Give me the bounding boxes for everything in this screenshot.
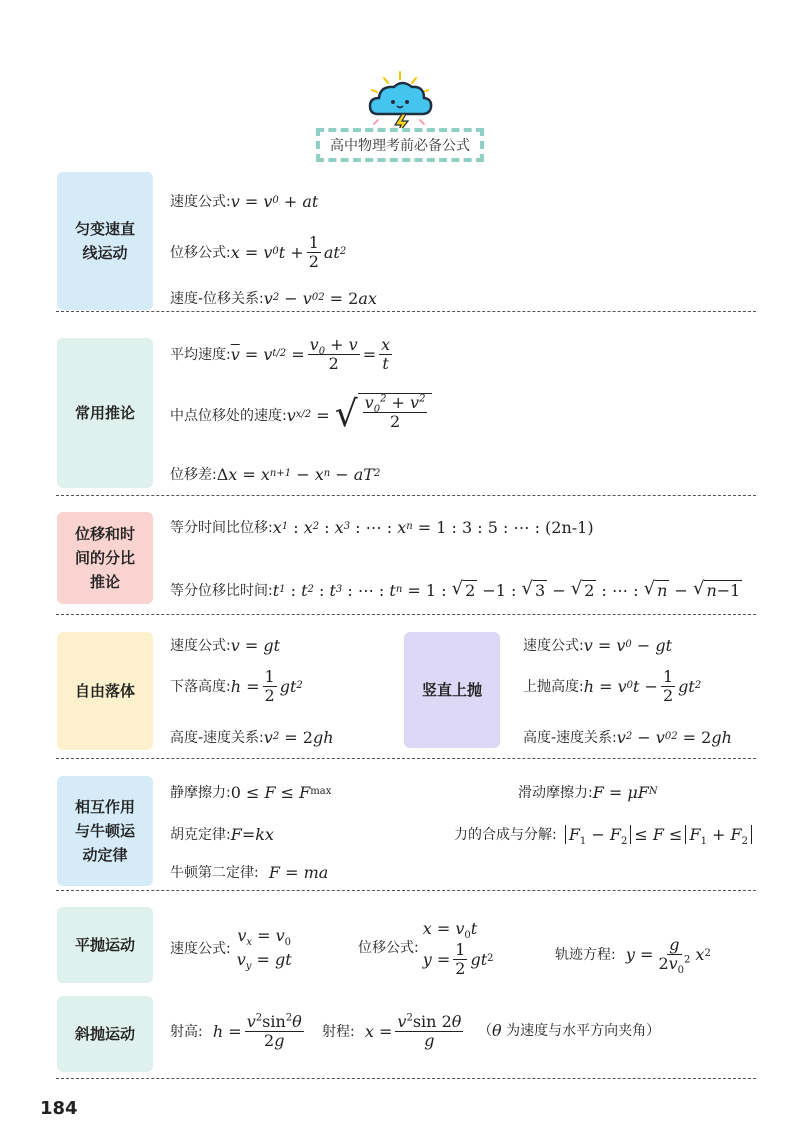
formula-vertical-height: 上抛高度: h = v 0 t − $\frac{1}{2}$ gt 2 xyxy=(523,666,702,705)
formula-free-fall-height-speed: 高度-速度关系: v 2 = 2 gh xyxy=(170,727,334,747)
formula-velocity: 速度公式: v = v 0 + at xyxy=(170,191,319,211)
section-divider xyxy=(56,890,756,891)
category-horizontal-projectile: 平抛运动 xyxy=(57,907,153,983)
formula-displacement-difference: 位移差: Δ x = x n+1 − x n − aT 2 xyxy=(170,464,381,484)
section-divider xyxy=(56,311,756,312)
formula-oblique-range: 射程: x = $\frac{v^2\sin 2\theta}{g}$ xyxy=(322,1011,462,1050)
oblique-angle-note: （ θ 为速度与水平方向夹角） xyxy=(478,1020,661,1040)
formula-free-fall-height: 下落高度: h = $\frac{1}{2}$ gt 2 xyxy=(170,666,303,705)
category-uniform-acceleration: 匀变速直 线运动 xyxy=(57,172,153,310)
formula-average-velocity: 平均速度: $\overline{v}$ = v t/2 = $\frac{v_0 + v}{2}$ = $\frac{x}{t}$ xyxy=(170,334,391,373)
category-common-inferences: 常用推论 xyxy=(57,338,153,488)
formula-trajectory: 轨迹方程: y = $\frac{g}{2v_0^2}$ x 2 xyxy=(555,934,711,976)
formula-equal-displacement-ratio: 等分位移比时间: t 1 : t 2 : t 3 : ⋯ : t n = 1 : √ 2 −1 : √ 3 − √ 2 : ⋯ : √ n − √ n−1 xyxy=(170,578,741,600)
formula-vertical-height-speed: 高度-速度关系: v 2 − v 0 2 = 2 gh xyxy=(523,727,732,747)
formula-velocity-displacement: 速度-位移关系: v 2 − v 0 2 = 2 ax xyxy=(170,288,377,308)
formula-free-fall-velocity: 速度公式: v = gt xyxy=(170,635,281,655)
formula-vertical-velocity: 速度公式: v = v 0 − gt xyxy=(523,635,673,655)
category-free-fall: 自由落体 xyxy=(57,632,153,750)
formula-hooke-law: 胡克定律: F=kx xyxy=(170,824,274,844)
formula-projectile-displacement: 位移公式: $x = v_0t$ y = $\frac{1}{2}$ gt 2 xyxy=(358,918,494,978)
category-newton-laws: 相互作用 与牛顿运 动定律 xyxy=(57,776,153,886)
formula-newton-second-law: 牛顿第二定律: F = ma xyxy=(170,862,329,882)
section-divider xyxy=(56,758,756,759)
section-divider xyxy=(56,1078,756,1079)
formula-displacement: 位移公式: x = v 0 t + $\frac{1}{2}$ at 2 xyxy=(170,232,347,271)
section-divider xyxy=(56,614,756,615)
page-title: 高中物理考前必备公式 xyxy=(316,128,484,162)
formula-midpoint-velocity: 中点位移处的速度: v x/2 = √ $\frac{v_0^2 + v^2}{2}$ xyxy=(170,388,432,442)
formula-projectile-velocity: 速度公式: $v_x = v_0$ $v_y$ = gt xyxy=(170,926,292,973)
category-oblique-projectile: 斜抛运动 xyxy=(57,996,153,1072)
formula-static-friction: 静摩擦力: 0 ≤ F ≤ F max xyxy=(170,782,332,802)
formula-equal-time-ratio: 等分时间比位移: x 1 : x 2 : x 3 : ⋯ : x n = 1 : 3 : 5 : ⋯ : (2n-1) xyxy=(170,517,594,537)
formula-force-composition: 力的合成与分解: $F_1 - F_2$ ≤ F ≤ $F_1 + F_2$ xyxy=(454,820,755,848)
formula-sliding-friction: 滑动摩擦力: F = μF N xyxy=(518,782,658,802)
formula-oblique-height: 射高: h = $\frac{v^2\sin^2\theta}{2g}$ xyxy=(170,1011,302,1050)
category-vertical-throw: 竖直上抛 xyxy=(404,632,500,748)
page-number: 184 xyxy=(40,1098,78,1119)
section-divider xyxy=(56,495,756,496)
category-ratio-inferences: 位移和时 间的分比 推论 xyxy=(57,512,153,604)
